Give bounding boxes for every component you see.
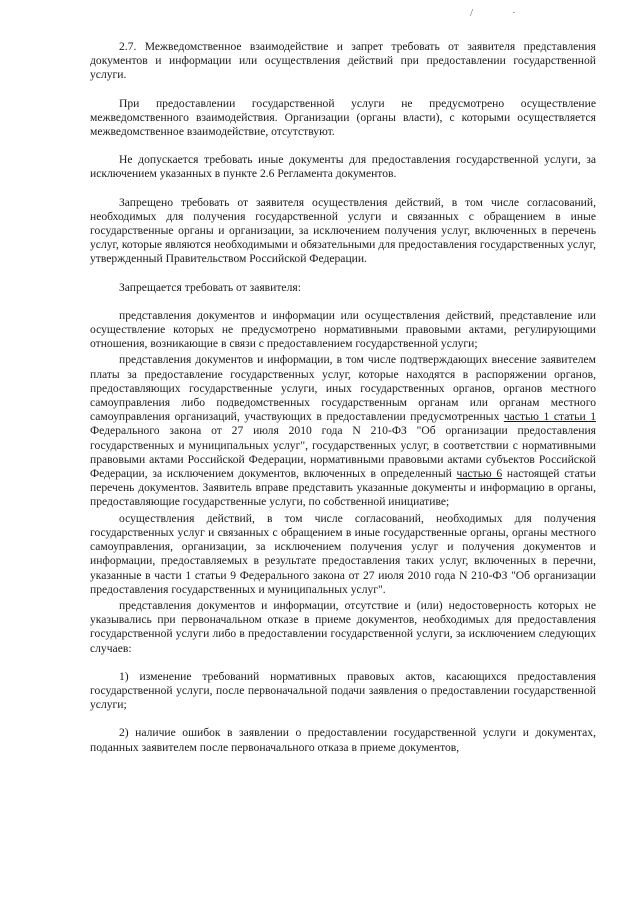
paragraph-text: Федерального закона от 27 июля 2010 года N 210-ФЗ "Об организации предоставления государственных и муниципальных услуг", государственных услуг, в соответствии с нормативными правовыми актами Российской Федерации, нормативными правовыми актами субъектов Российской Федерации, за исключением документов, включенных в определенный (90, 424, 596, 481)
paragraph: представления документов и информации или осуществления действий, представление или осуществление которых не предусмотрено нормативными правовыми актами, регулирующими отношения, возникающие в связи с предоставлением государственной услуги; (90, 308, 596, 351)
scan-mark-right: · (512, 7, 516, 19)
law-reference-link: частью 6 (456, 467, 503, 481)
paragraph: 1) изменение требований нормативных правовых актов, касающихся предоставления государственной услуги, после первоначальной подачи заявления о предоставлении государственной услуги; (90, 669, 596, 712)
scan-mark-left: / (470, 7, 474, 19)
paragraph: Запрещается требовать от заявителя: (119, 280, 301, 294)
paragraph-text: представления документов и информации, в том числе подтверждающих внесение заявителем платы за предоставление государственных услуг, которые находятся в распоряжении органов, предоставляющих государственные услуги, иных государственных органов, органов местного самоуправления либо подведомственных государственным органам или органам местного самоуправления организаций, участвующих в предоставлении предусмотренных (90, 353, 596, 424)
paragraph: представления документов и информации, отсутствие и (или) недостоверность которых не указывались при первоначальном отказе в приеме документов, необходимых для предоставления государственной услуги либо в предоставлении государственной услуги, за исключением следующих случаев: (90, 598, 596, 655)
paragraph: 2.7. Межведомственное взаимодействие и запрет требовать от заявителя представления документов и информации или осуществления действий при предоставлении государственной услуги. (90, 40, 596, 82)
paragraph: При предоставлении государственной услуги не предусмотрено осуществление межведомственного взаимодействия. Организации (органы власти), с которыми осуществляется межведомственное взаимодействие, отсутствуют. (90, 96, 596, 139)
paragraph: Запрещено требовать от заявителя осуществления действий, в том числе согласований, необходимых для получения государственной услуги и связанных с обращением в иные государственные органы и организации, за исключением получения услуг, включенных в перечень услуг, которые являются необходимыми и обязательными для предоставления государственных услуг, утвержденный Правительством Российской Федерации. (90, 195, 596, 266)
paragraph: 2) наличие ошибок в заявлении о предоставлении государственной услуги и документах, поданных заявителем после первоначального отказа в приеме документов, (90, 726, 596, 754)
paragraph: осуществления действий, в том числе согласований, необходимых для получения государственных услуг и связанных с обращением в иные государственные органы, органы местного самоуправления, организации, за исключением получения услуг и получения документов и информации, предоставляемых в результате предоставления таких услуг, включенных в перечни, указанные в части 1 статьи 9 Федерального закона от 27 июля 2010 года N 210-ФЗ "Об организации предоставления государственных и муниципальных услуг". (90, 511, 596, 596)
paragraph (90, 353, 596, 509)
paragraph: Не допускается требовать иные документы для предоставления государственной услуги, за исключением указанных в пункте 2.6 Регламента документов. (90, 153, 596, 181)
paragraph-text: настоящей статьи перечень документов. Заявитель вправе представить указанные документы и информацию в органы, предоставляющие государственные услуги, по собственной инициативе; (90, 467, 596, 509)
document-body (90, 40, 596, 755)
law-reference-link: частью 1 статьи 1 (503, 410, 597, 424)
